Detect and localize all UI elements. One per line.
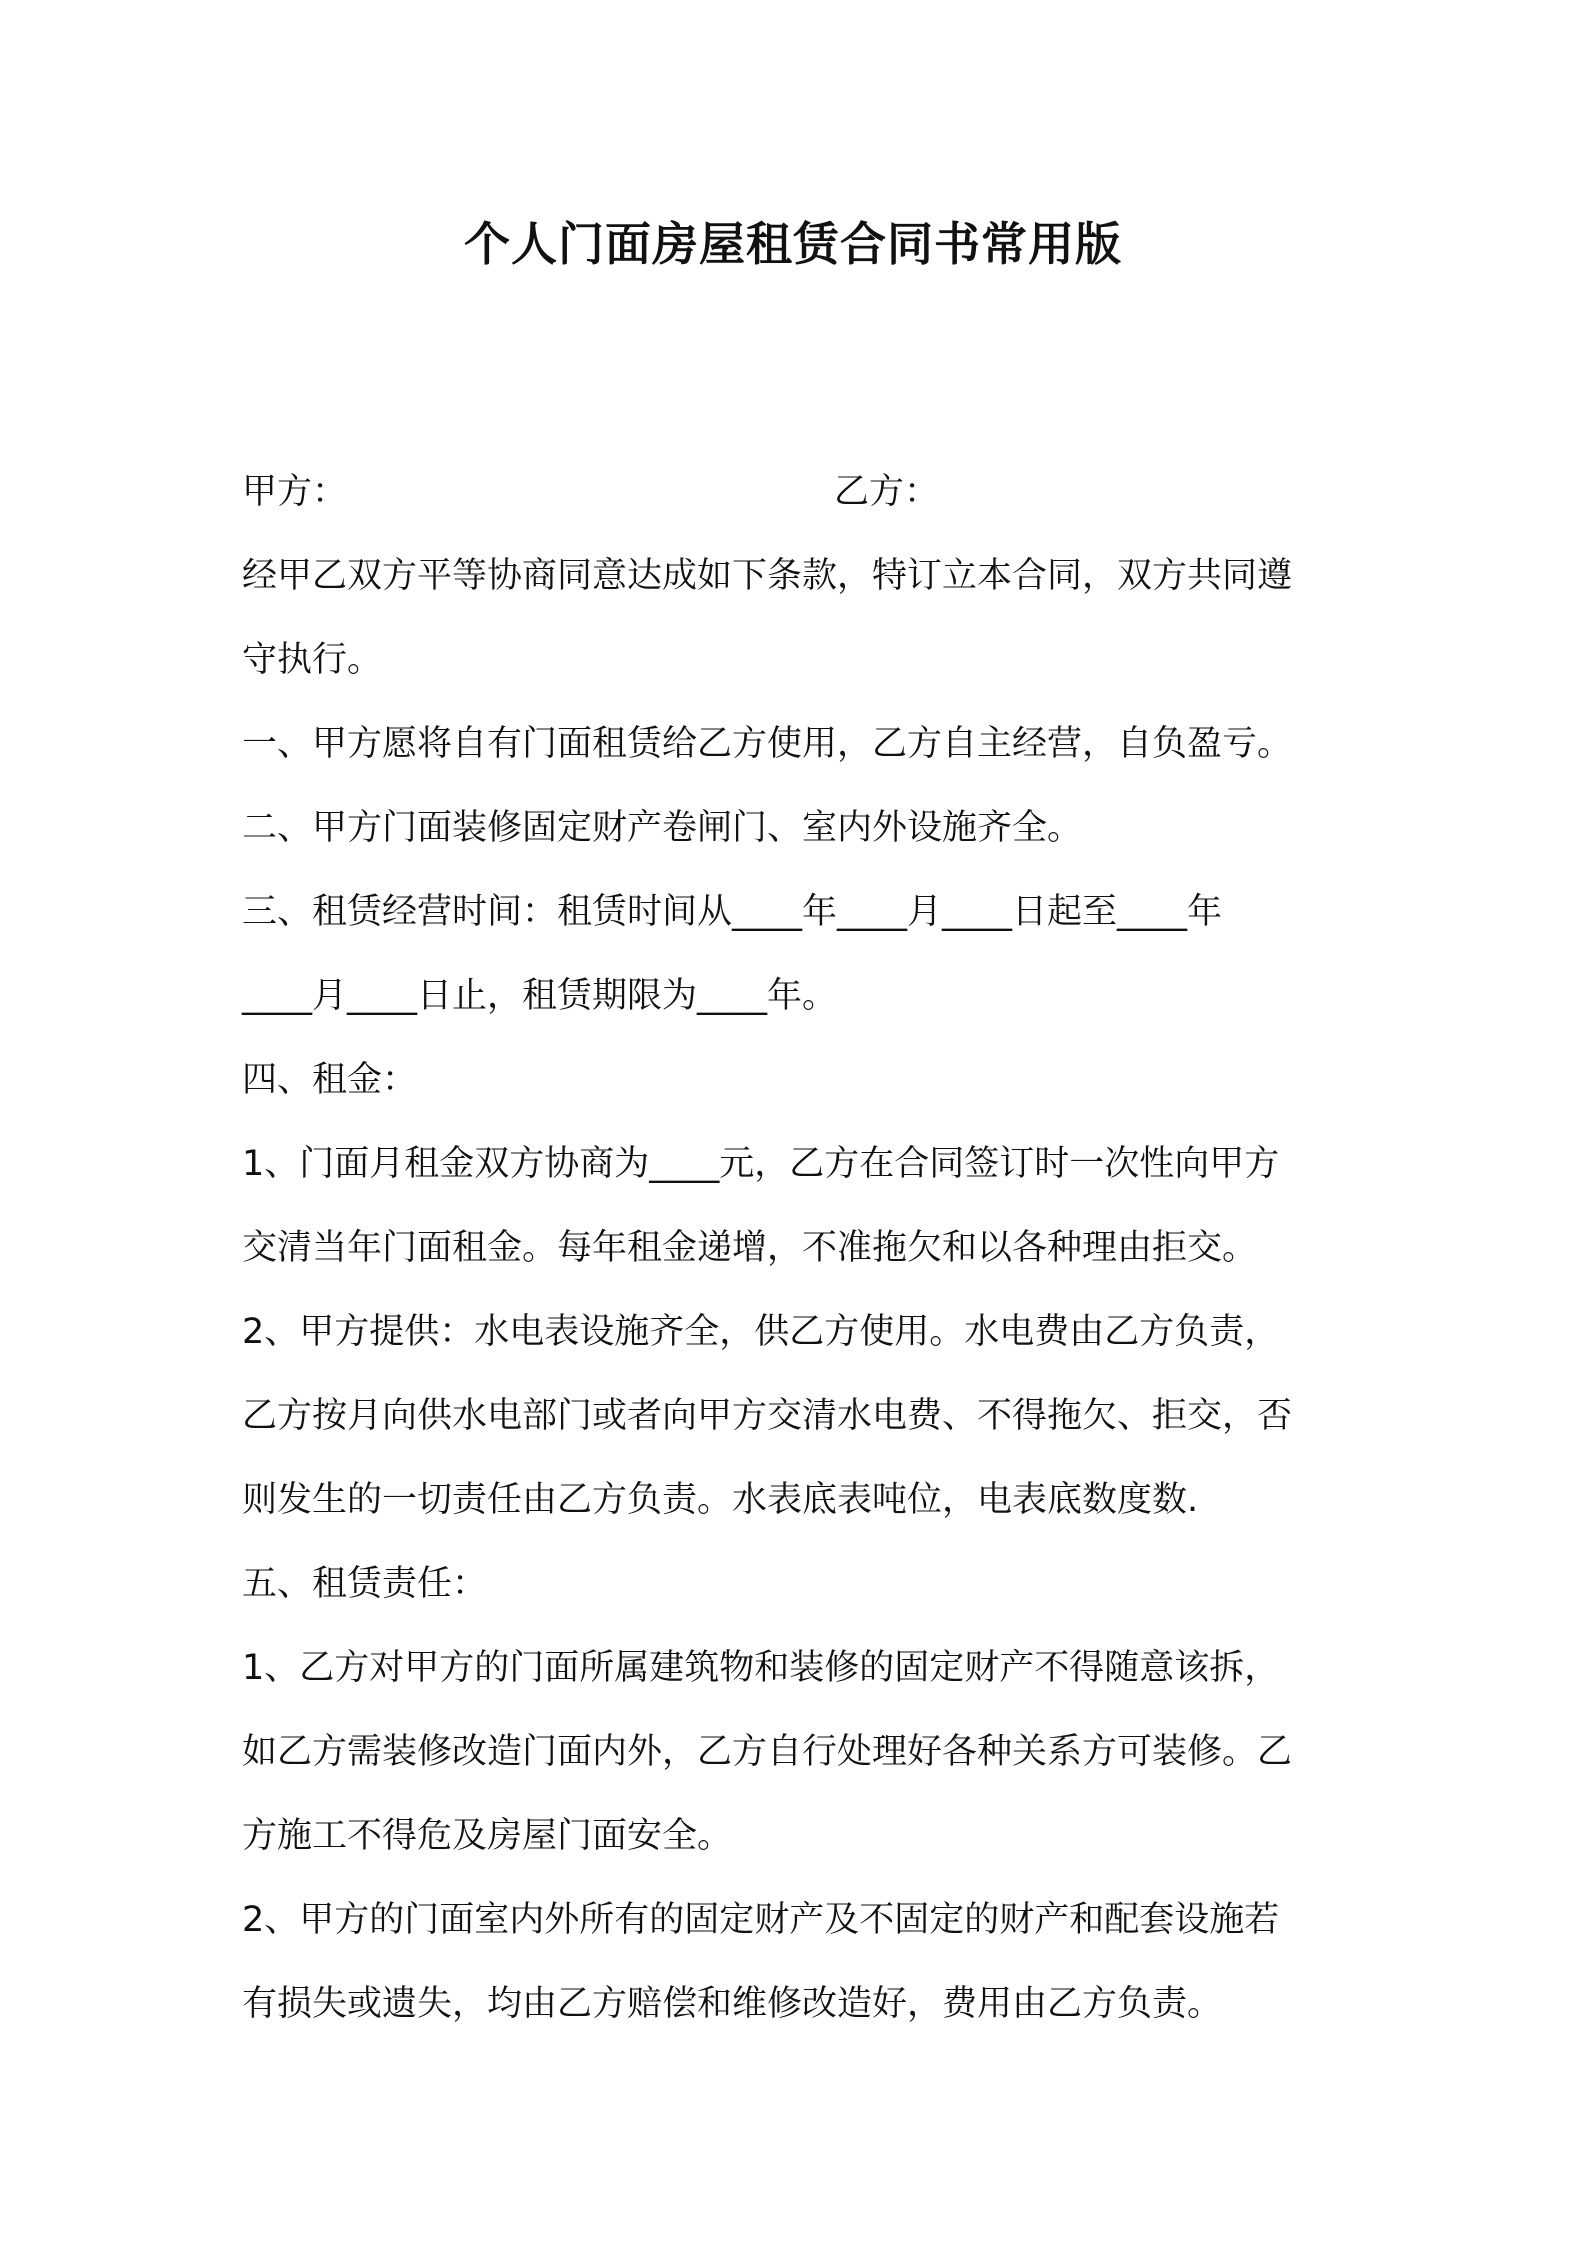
text-line: 有损失或遗失，均由乙方赔偿和维修改造好，费用由乙方负责。 xyxy=(242,1984,1223,2024)
text-line: 交清当年门面租金。每年租金递增，不准拖欠和以各种理由拒交。 xyxy=(242,1228,1258,1268)
clause-1: 一、甲方愿将自有门面租赁给乙方使用，乙方自主经营，自负盈亏。 xyxy=(242,724,1293,764)
clause-3: 三、租赁经营时间：租赁时间从____年____月____日起至____年 xyxy=(242,892,1223,932)
text-line: 守执行。 xyxy=(242,640,383,680)
party-b-label: 乙方： xyxy=(834,472,940,512)
text-line: 乙方按月向供水电部门或者向甲方交清水电费、不得拖欠、拒交，否 xyxy=(242,1396,1293,1436)
clause-2: 二、甲方门面装修固定财产卷闸门、室内外设施齐全。 xyxy=(242,808,1083,848)
clause-5-heading: 五、租赁责任： xyxy=(242,1564,488,1604)
text-line: 经甲乙双方平等协商同意达成如下条款，特订立本合同，双方共同遵 xyxy=(242,556,1293,596)
party-a-label: 甲方： xyxy=(242,472,348,512)
text-line: ____月____日止，租赁期限为____年。 xyxy=(242,976,838,1016)
clause-5-item-2: 2、甲方的门面室内外所有的固定财产及不固定的财产和配套设施若 xyxy=(242,1900,1280,1940)
clause-4-heading: 四、租金： xyxy=(242,1060,418,1100)
text-line: 则发生的一切责任由乙方负责。水表底表吨位，电表底数度数. xyxy=(242,1480,1199,1520)
document-title: 个人门面房屋租赁合同书常用版 xyxy=(464,217,1122,271)
contract-body xyxy=(242,450,1358,2046)
clause-5-item-1: 1、乙方对甲方的门面所属建筑物和装修的固定财产不得随意该拆， xyxy=(242,1648,1280,1688)
parties-line xyxy=(242,450,1358,534)
clause-4-item-2: 2、甲方提供：水电表设施齐全，供乙方使用。水电费由乙方负责， xyxy=(242,1312,1280,1352)
clause-4-item-1: 1、门面月租金双方协商为____元，乙方在合同签订时一次性向甲方 xyxy=(242,1144,1280,1184)
text-line: 如乙方需装修改造门面内外，乙方自行处理好各种关系方可装修。乙 xyxy=(242,1732,1293,1772)
text-line: 方施工不得危及房屋门面安全。 xyxy=(242,1816,733,1856)
